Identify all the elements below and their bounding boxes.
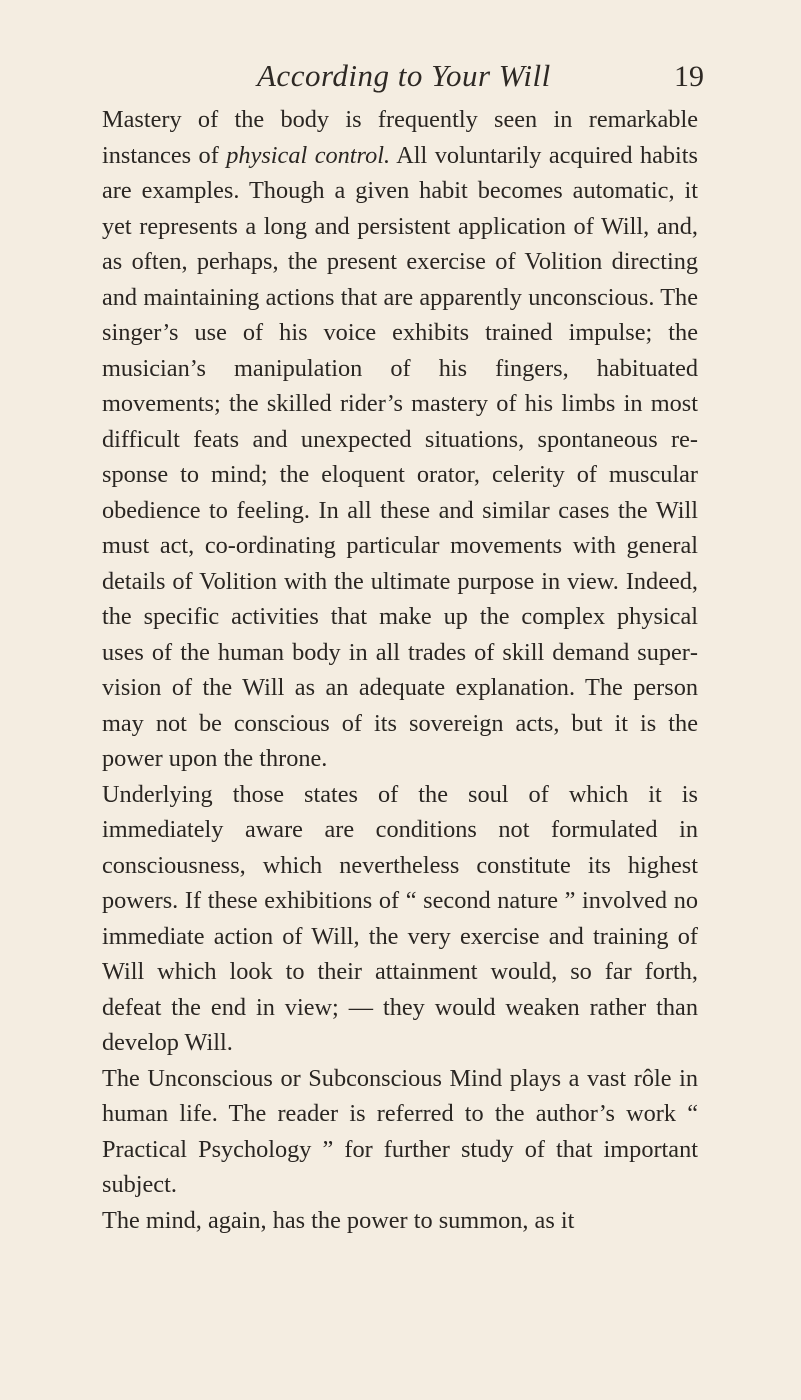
paragraph-1-emphasis: physical control. bbox=[226, 141, 391, 169]
page-number: 19 bbox=[674, 60, 704, 93]
running-title: According to Your Will bbox=[257, 58, 551, 93]
paragraph-1-text-start: Mastery of the body is frequently seen in remarkable instances of bbox=[102, 106, 698, 169]
paragraph-1-text-end: All voluntarily acquired habits are examples. Though a given habit becomes automatic, it yet represents a long and persistent application of Will, and, as often, perhaps, the present exercise of Volition directing and maintaining actions that are apparently unconscious. The singer’s use of his voice exhibits trained impulse; the musician’s manipulation of his fingers, habituated movements; the skilled rider’s mastery of his limbs in most difficult feats and unexpected situations, spontaneous response to mind; the eloquent orator, celerity of muscular obedience to feeling. In all these and similar cases the Will must act, co-ordinating particular movements with general details of Volition with the ultimate purpose in view. Indeed, the specific activities that make up the complex physical uses of the human body in all trades of skill demand supervision of the Will as an adequate explanation. The person may not be conscious of its sovereign acts, but it is the power upon the throne. bbox=[102, 141, 698, 772]
body-text bbox=[102, 102, 698, 1238]
paragraph-2: Underlying those states of the soul of which it is immediately aware are conditions not formulated in consciousness, which nevertheless constitute its highest powers. If these exhibitions of “ second nature ” involved no immediate action of Will, the very exercise and training of Will which look to their attainment would, so far forth, defeat the end in view; — they would weaken rather than develop Will. bbox=[102, 780, 698, 1056]
paragraph-3: The Unconscious or Subconscious Mind plays a vast rôle in human life. The reader is referred to the author’s work “ Practical Psychology ” for further study of that important subject. bbox=[102, 1064, 698, 1198]
paragraph-4: The mind, again, has the power to summon, as it bbox=[102, 1206, 575, 1234]
running-header bbox=[0, 58, 801, 98]
paragraph-1 bbox=[102, 102, 698, 777]
